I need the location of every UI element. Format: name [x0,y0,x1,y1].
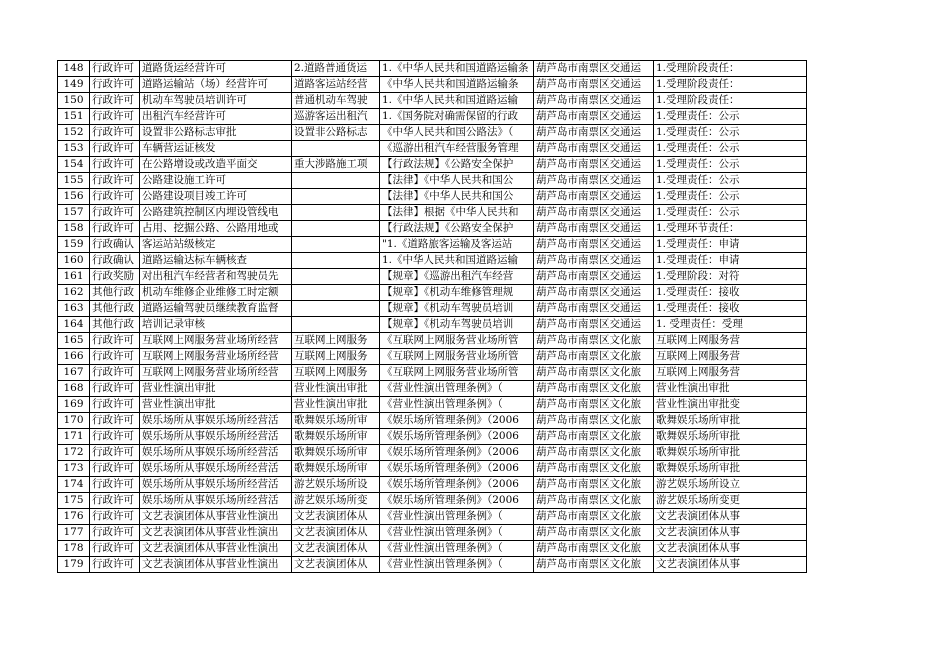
department-cell[interactable]: 葫芦岛市南票区文化旅 [534,381,654,397]
department-cell[interactable]: 葫芦岛市南票区交通运 [534,157,654,173]
category-cell[interactable]: 行政许可 [90,381,140,397]
table-row [58,541,807,557]
legal-basis-cell[interactable]: 《娱乐场所管理条例》（2006 [380,477,534,493]
item-name-cell[interactable]: 娱乐场所从事娱乐场所经营活 [140,445,292,461]
category-cell[interactable]: 行政许可 [90,173,140,189]
department-cell[interactable]: 葫芦岛市南票区文化旅 [534,557,654,573]
row-number-cell[interactable]: 165 [58,333,90,349]
responsibility-cell[interactable]: 文艺表演团体从事 [654,525,807,541]
department-cell[interactable]: 葫芦岛市南票区交通运 [534,269,654,285]
category-cell[interactable]: 行政许可 [90,93,140,109]
row-number-cell[interactable]: 177 [58,525,90,541]
department-cell[interactable]: 葫芦岛市南票区文化旅 [534,461,654,477]
legal-basis-cell[interactable]: 《营业性演出管理条例》（ [380,541,534,557]
category-cell[interactable]: 行政许可 [90,429,140,445]
category-cell[interactable]: 行政许可 [90,525,140,541]
item-name-cell[interactable]: 文艺表演团体从事营业性演出 [140,541,292,557]
subitem-cell[interactable]: 游艺娱乐场所设 [292,477,380,493]
item-name-cell[interactable]: 机动车维修企业维修工时定额 [140,285,292,301]
table-row [58,429,807,445]
category-cell[interactable]: 行政许可 [90,397,140,413]
row-number-cell[interactable]: 170 [58,413,90,429]
legal-basis-cell[interactable]: 《巡游出租汽车经营服务管理 [380,141,534,157]
table-row [58,365,807,381]
department-cell[interactable]: 葫芦岛市南票区文化旅 [534,493,654,509]
legal-basis-cell[interactable]: 《娱乐场所管理条例》（2006 [380,413,534,429]
row-number-cell[interactable]: 150 [58,93,90,109]
department-cell[interactable]: 葫芦岛市南票区交通运 [534,237,654,253]
legal-basis-cell[interactable]: "1.《道路旅客运输及客运站 [380,237,534,253]
responsibility-cell[interactable]: 1.受理责任：公示 [654,109,807,125]
category-cell[interactable]: 行政许可 [90,157,140,173]
table-row [58,333,807,349]
row-number-cell[interactable]: 173 [58,461,90,477]
legal-basis-cell[interactable]: 《互联网上网服务营业场所管 [380,333,534,349]
responsibility-cell[interactable]: 游艺娱乐场所变更 [654,493,807,509]
category-cell[interactable]: 其他行政 [90,285,140,301]
item-name-cell[interactable]: 道路运输驾驶员继续教育监督 [140,301,292,317]
table-row [58,509,807,525]
table-row [58,557,807,573]
department-cell[interactable]: 葫芦岛市南票区交通运 [534,93,654,109]
responsibility-cell[interactable]: 1.受理环节责任： [654,221,807,237]
table-row [58,493,807,509]
table-row [58,109,807,125]
legal-basis-cell[interactable]: 《营业性演出管理条例》（ [380,509,534,525]
category-cell[interactable]: 行政许可 [90,493,140,509]
item-name-cell[interactable]: 互联网上网服务营业场所经营 [140,349,292,365]
item-name-cell[interactable]: 文艺表演团体从事营业性演出 [140,525,292,541]
table-row [58,285,807,301]
responsibility-cell[interactable]: 1.受理责任：申请 [654,253,807,269]
legal-basis-cell[interactable]: 《营业性演出管理条例》（ [380,381,534,397]
item-name-cell[interactable]: 公路建筑控制区内埋设管线电 [140,205,292,221]
row-number-cell[interactable]: 175 [58,493,90,509]
item-name-cell[interactable]: 公路建设施工许可 [140,173,292,189]
responsibility-cell[interactable]: 1.受理阶段责任： [654,61,807,77]
category-cell[interactable]: 行政确认 [90,253,140,269]
item-name-cell[interactable]: 对出租汽车经营者和驾驶员先 [140,269,292,285]
subitem-cell[interactable]: 互联网上网服务 [292,333,380,349]
category-cell[interactable]: 行政许可 [90,477,140,493]
item-name-cell[interactable]: 公路建设项目竣工许可 [140,189,292,205]
item-name-cell[interactable]: 道路货运经营许可 [140,61,292,77]
item-name-cell[interactable]: 娱乐场所从事娱乐场所经营活 [140,461,292,477]
department-cell[interactable]: 葫芦岛市南票区文化旅 [534,525,654,541]
category-cell[interactable]: 行政许可 [90,77,140,93]
legal-basis-cell[interactable]: 1.《中华人民共和国道路运输条 [380,61,534,77]
subitem-cell[interactable]: 2.道路普通货运 [292,61,380,77]
department-cell[interactable]: 葫芦岛市南票区交通运 [534,285,654,301]
table-row [58,301,807,317]
subitem-cell[interactable]: 营业性演出审批 [292,381,380,397]
subitem-cell[interactable]: 歌舞娱乐场所审 [292,429,380,445]
table-row [58,93,807,109]
item-name-cell[interactable]: 娱乐场所从事娱乐场所经营活 [140,477,292,493]
responsibility-cell[interactable]: 1.受理责任：公示 [654,189,807,205]
legal-basis-cell[interactable]: 【规章】《巡游出租汽车经营 [380,269,534,285]
item-name-cell[interactable]: 营业性演出审批 [140,397,292,413]
subitem-cell[interactable] [292,189,380,205]
table-row [58,237,807,253]
item-name-cell[interactable]: 机动车驾驶员培训许可 [140,93,292,109]
item-name-cell[interactable]: 客运站站级核定 [140,237,292,253]
subitem-cell[interactable] [292,141,380,157]
legal-basis-cell[interactable]: 1.《中华人民共和国道路运输 [380,93,534,109]
table-row [58,413,807,429]
item-name-cell[interactable]: 娱乐场所从事娱乐场所经营活 [140,429,292,445]
table-row [58,317,807,333]
row-number-cell[interactable]: 163 [58,301,90,317]
legal-basis-cell[interactable]: 《娱乐场所管理条例》（2006 [380,461,534,477]
responsibility-cell[interactable]: 1.受理责任：公示 [654,173,807,189]
row-number-cell[interactable]: 164 [58,317,90,333]
row-number-cell[interactable]: 158 [58,221,90,237]
category-cell[interactable]: 行政许可 [90,541,140,557]
row-number-cell[interactable]: 179 [58,557,90,573]
table-row [58,269,807,285]
subitem-cell[interactable]: 歌舞娱乐场所审 [292,445,380,461]
responsibility-cell[interactable]: 歌舞娱乐场所审批 [654,413,807,429]
category-cell[interactable]: 行政许可 [90,109,140,125]
legal-basis-cell[interactable]: 《互联网上网服务营业场所管 [380,365,534,381]
department-cell[interactable]: 葫芦岛市南票区文化旅 [534,413,654,429]
row-number-cell[interactable]: 169 [58,397,90,413]
category-cell[interactable]: 其他行政 [90,317,140,333]
table-row [58,445,807,461]
department-cell[interactable]: 葫芦岛市南票区交通运 [534,125,654,141]
item-name-cell[interactable]: 娱乐场所从事娱乐场所经营活 [140,493,292,509]
item-name-cell[interactable]: 互联网上网服务营业场所经营 [140,333,292,349]
legal-basis-cell[interactable]: 【行政法规】《公路安全保护 [380,221,534,237]
responsibility-cell[interactable]: 1.受理责任：公示 [654,125,807,141]
table-row [58,349,807,365]
responsibility-cell[interactable]: 1.受理责任：公示 [654,157,807,173]
table-row [58,381,807,397]
subitem-cell[interactable] [292,173,380,189]
responsibility-cell[interactable]: 1.受理责任：接收 [654,301,807,317]
legal-basis-cell[interactable]: 【法律】《中华人民共和国公 [380,189,534,205]
row-number-cell[interactable]: 172 [58,445,90,461]
department-cell[interactable]: 葫芦岛市南票区文化旅 [534,445,654,461]
row-number-cell[interactable]: 171 [58,429,90,445]
table-row [58,157,807,173]
department-cell[interactable]: 葫芦岛市南票区文化旅 [534,333,654,349]
table-row [58,477,807,493]
category-cell[interactable]: 行政许可 [90,413,140,429]
legal-basis-cell[interactable]: 《中华人民共和国公路法》（ [380,125,534,141]
category-cell[interactable]: 行政许可 [90,509,140,525]
table-row [58,61,807,77]
item-name-cell[interactable]: 车辆营运证核发 [140,141,292,157]
subitem-cell[interactable]: 道路客运站经营 [292,77,380,93]
table-row [58,221,807,237]
subitem-cell[interactable]: 文艺表演团体从 [292,557,380,573]
row-number-cell[interactable]: 168 [58,381,90,397]
row-number-cell[interactable]: 174 [58,477,90,493]
department-cell[interactable]: 葫芦岛市南票区交通运 [534,205,654,221]
legal-basis-cell[interactable]: 【行政法规】《公路安全保护 [380,157,534,173]
responsibility-cell[interactable]: 1.受理阶段责任： [654,77,807,93]
responsibility-cell[interactable]: 1.受理阶段：对符 [654,269,807,285]
row-number-cell[interactable]: 155 [58,173,90,189]
item-name-cell[interactable]: 文艺表演团体从事营业性演出 [140,557,292,573]
department-cell[interactable]: 葫芦岛市南票区文化旅 [534,429,654,445]
department-cell[interactable]: 葫芦岛市南票区交通运 [534,61,654,77]
department-cell[interactable]: 葫芦岛市南票区交通运 [534,173,654,189]
responsibility-cell[interactable]: 歌舞娱乐场所审批 [654,461,807,477]
department-cell[interactable]: 葫芦岛市南票区交通运 [534,189,654,205]
category-cell[interactable]: 行政许可 [90,365,140,381]
department-cell[interactable]: 葫芦岛市南票区交通运 [534,109,654,125]
responsibility-cell[interactable]: 1.受理责任：申请 [654,237,807,253]
legal-basis-cell[interactable]: 【法律】根据《中华人民共和 [380,205,534,221]
legal-basis-cell[interactable]: 【规章】《机动车驾驶员培训 [380,301,534,317]
category-cell[interactable]: 行政许可 [90,221,140,237]
legal-basis-cell[interactable]: 《中华人民共和国道路运输条 [380,77,534,93]
department-cell[interactable]: 葫芦岛市南票区交通运 [534,221,654,237]
department-cell[interactable]: 葫芦岛市南票区文化旅 [534,541,654,557]
responsibility-cell[interactable]: 1.受理责任：公示 [654,205,807,221]
category-cell[interactable]: 行政许可 [90,61,140,77]
category-cell[interactable]: 行政许可 [90,461,140,477]
subitem-cell[interactable]: 重大涉路施工项 [292,157,380,173]
responsibility-cell[interactable]: 文艺表演团体从事 [654,509,807,525]
row-number-cell[interactable]: 154 [58,157,90,173]
subitem-cell[interactable] [292,237,380,253]
responsibility-cell[interactable]: 歌舞娱乐场所审批 [654,445,807,461]
subitem-cell[interactable]: 歌舞娱乐场所审 [292,413,380,429]
responsibility-cell[interactable]: 互联网上网服务营 [654,349,807,365]
item-name-cell[interactable]: 出租汽车经营许可 [140,109,292,125]
item-name-cell[interactable]: 道路运输站（场）经营许可 [140,77,292,93]
row-number-cell[interactable]: 156 [58,189,90,205]
responsibility-cell[interactable]: 游艺娱乐场所设立 [654,477,807,493]
subitem-cell[interactable]: 互联网上网服务 [292,365,380,381]
subitem-cell[interactable]: 设置非公路标志 [292,125,380,141]
department-cell[interactable]: 葫芦岛市南票区文化旅 [534,509,654,525]
department-cell[interactable]: 葫芦岛市南票区交通运 [534,77,654,93]
row-number-cell[interactable]: 159 [58,237,90,253]
table-row [58,77,807,93]
subitem-cell[interactable]: 歌舞娱乐场所审 [292,461,380,477]
subitem-cell[interactable]: 营业性演出审批 [292,397,380,413]
item-name-cell[interactable]: 互联网上网服务营业场所经营 [140,365,292,381]
legal-basis-cell[interactable]: 【规章】《机动车维修管理规 [380,285,534,301]
responsibility-cell[interactable]: 营业性演出审批变 [654,397,807,413]
category-cell[interactable]: 行政奖励 [90,269,140,285]
table-row [58,125,807,141]
subitem-cell[interactable] [292,301,380,317]
category-cell[interactable]: 行政许可 [90,141,140,157]
subitem-cell[interactable]: 普通机动车驾驶 [292,93,380,109]
row-number-cell[interactable]: 166 [58,349,90,365]
table-body [58,61,807,573]
table-row [58,205,807,221]
department-cell[interactable]: 葫芦岛市南票区交通运 [534,317,654,333]
responsibility-cell[interactable]: 1.受理责任：公示 [654,141,807,157]
responsibility-cell[interactable]: 1.受理阶段责任： [654,93,807,109]
row-number-cell[interactable]: 176 [58,509,90,525]
row-number-cell[interactable]: 157 [58,205,90,221]
row-number-cell[interactable]: 148 [58,61,90,77]
row-number-cell[interactable]: 178 [58,541,90,557]
department-cell[interactable]: 葫芦岛市南票区文化旅 [534,349,654,365]
responsibility-cell[interactable]: 1. 受理责任：受理 [654,317,807,333]
department-cell[interactable]: 葫芦岛市南票区交通运 [534,253,654,269]
department-cell[interactable]: 葫芦岛市南票区文化旅 [534,397,654,413]
row-number-cell[interactable]: 151 [58,109,90,125]
row-number-cell[interactable]: 162 [58,285,90,301]
subitem-cell[interactable]: 文艺表演团体从 [292,525,380,541]
responsibility-cell[interactable]: 文艺表演团体从事 [654,541,807,557]
category-cell[interactable]: 行政许可 [90,349,140,365]
subitem-cell[interactable] [292,317,380,333]
subitem-cell[interactable] [292,205,380,221]
responsibility-cell[interactable]: 文艺表演团体从事 [654,557,807,573]
legal-basis-cell[interactable]: 《娱乐场所管理条例》（2006 [380,429,534,445]
category-cell[interactable]: 其他行政 [90,301,140,317]
subitem-cell[interactable] [292,221,380,237]
legal-basis-cell[interactable]: 【规章】《机动车驾驶员培训 [380,317,534,333]
subitem-cell[interactable] [292,285,380,301]
responsibility-cell[interactable]: 营业性演出审批 [654,381,807,397]
category-cell[interactable]: 行政许可 [90,205,140,221]
responsibility-cell[interactable]: 歌舞娱乐场所审批 [654,429,807,445]
subitem-cell[interactable] [292,253,380,269]
legal-basis-cell[interactable]: 《营业性演出管理条例》（ [380,397,534,413]
legal-basis-cell[interactable]: 《互联网上网服务营业场所管 [380,349,534,365]
item-name-cell[interactable]: 培训记录审核 [140,317,292,333]
subitem-cell[interactable]: 游艺娱乐场所变 [292,493,380,509]
item-name-cell[interactable]: 占用、挖掘公路、公路用地或 [140,221,292,237]
subitem-cell[interactable]: 文艺表演团体从 [292,509,380,525]
category-cell[interactable]: 行政确认 [90,237,140,253]
item-name-cell[interactable]: 道路运输达标车辆核查 [140,253,292,269]
department-cell[interactable]: 葫芦岛市南票区交通运 [534,141,654,157]
category-cell[interactable]: 行政许可 [90,125,140,141]
legal-basis-cell[interactable]: 1.《国务院对确需保留的行政 [380,109,534,125]
category-cell[interactable]: 行政许可 [90,333,140,349]
subitem-cell[interactable]: 巡游客运出租汽 [292,109,380,125]
department-cell[interactable]: 葫芦岛市南票区文化旅 [534,477,654,493]
legal-basis-cell[interactable]: 《营业性演出管理条例》（ [380,557,534,573]
row-number-cell[interactable]: 152 [58,125,90,141]
legal-basis-cell[interactable]: 《营业性演出管理条例》（ [380,525,534,541]
row-number-cell[interactable]: 161 [58,269,90,285]
spreadsheet-table [57,60,807,573]
item-name-cell[interactable]: 文艺表演团体从事营业性演出 [140,509,292,525]
subitem-cell[interactable]: 互联网上网服务 [292,349,380,365]
table-row [58,173,807,189]
category-cell[interactable]: 行政许可 [90,557,140,573]
row-number-cell[interactable]: 167 [58,365,90,381]
subitem-cell[interactable] [292,269,380,285]
legal-basis-cell[interactable]: 【法律】《中华人民共和国公 [380,173,534,189]
responsibility-cell[interactable]: 互联网上网服务营 [654,333,807,349]
item-name-cell[interactable]: 设置非公路标志审批 [140,125,292,141]
department-cell[interactable]: 葫芦岛市南票区文化旅 [534,365,654,381]
table-row [58,461,807,477]
row-number-cell[interactable]: 153 [58,141,90,157]
table-row [58,397,807,413]
legal-basis-cell[interactable]: 《娱乐场所管理条例》（2006 [380,493,534,509]
item-name-cell[interactable]: 娱乐场所从事娱乐场所经营活 [140,413,292,429]
legal-basis-cell[interactable]: 1.《中华人民共和国道路运输 [380,253,534,269]
row-number-cell[interactable]: 149 [58,77,90,93]
responsibility-cell[interactable]: 互联网上网服务营 [654,365,807,381]
item-name-cell[interactable]: 营业性演出审批 [140,381,292,397]
table-row [58,525,807,541]
category-cell[interactable]: 行政许可 [90,189,140,205]
table-row [58,189,807,205]
item-name-cell[interactable]: 在公路增设或改造平面交 [140,157,292,173]
responsibility-cell[interactable]: 1.受理责任：接收 [654,285,807,301]
department-cell[interactable]: 葫芦岛市南票区交通运 [534,301,654,317]
subitem-cell[interactable]: 文艺表演团体从 [292,541,380,557]
category-cell[interactable]: 行政许可 [90,445,140,461]
table-row [58,253,807,269]
legal-basis-cell[interactable]: 《娱乐场所管理条例》（2006 [380,445,534,461]
row-number-cell[interactable]: 160 [58,253,90,269]
table-row [58,141,807,157]
